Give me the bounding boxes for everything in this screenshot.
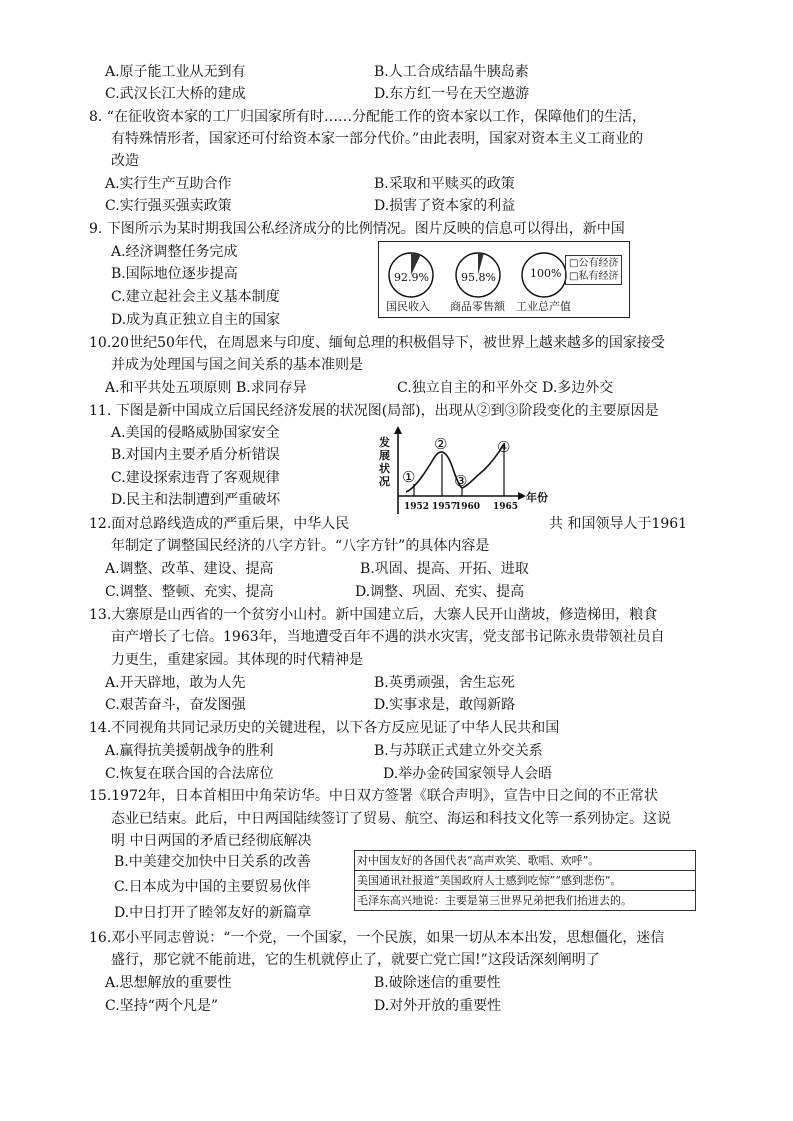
text-line: D.举办金砖国家领导人会晤 [383,766,553,782]
text-line: D.损害了资本家的利益 [374,198,516,214]
legend-private: □私有经济 [569,271,619,282]
economy-line-figure [366,426,556,521]
text-line: 8. “在征收资本家的工厂归国家所有时……分配能工作的资本家以工作，保障他们的生活， [89,109,646,125]
text-line: C.调整、整顿、充实、提高 [105,584,274,600]
x-axis-label: 年份 [526,491,548,504]
year-1960: 1960 [455,502,481,512]
y-axis-arrow [394,426,402,434]
stage-3: ③ [454,472,468,490]
pie-label-2: 商品零售额 [450,300,505,313]
pie-label-3: 工业总产值 [516,300,571,313]
table-row: 美国通讯社报道“美国政府人士感到吃惊”“感到悲伤”。 [355,871,695,891]
text-line: B.人工合成结晶牛胰岛素 [374,64,529,80]
text-line: 12.面对总路线造成的严重后果，中华人民 [89,516,350,532]
text-line: D.民主和法制遭到严重破坏 [111,492,281,508]
stage-4: ④ [497,438,511,456]
pie-label-1: 国民收入 [386,300,430,313]
pie-chart-figure [378,241,630,318]
text-line: D.实事求是，敢闯新路 [374,697,516,713]
text-line: 并成为处理国与国之间关系的基本准则是 [111,357,363,373]
text-line: A.思想解放的重要性 [105,975,232,991]
text-line: B.英勇顽强，舍生忘死 [374,675,515,691]
y-axis-label: 发展状况 [379,436,390,488]
text-line: A.实行生产互助合作 [105,176,232,192]
text-line: 明 中日两国的矛盾已经彻底解决 [111,833,312,849]
pie-value-1: 92.9% [394,271,429,284]
text-line: D.东方红一号在天空遨游 [374,86,530,102]
text-line: C.坚持“两个凡是” [105,998,218,1014]
text-line: C.恢复在联合国的合法席位 [105,766,274,782]
text-line: A.经济调整任务完成 [111,244,238,260]
text-line: A.原子能工业从无到有 [105,64,246,80]
pie-legend [565,255,622,285]
text-line: C.建设探索违背了客观规律 [111,470,280,486]
text-line: 年制定了调整国民经济的八字方针。“八字方针”的具体内容是 [111,538,490,554]
reaction-table [354,850,696,911]
text-line: 改造 [111,153,139,169]
year-1965: 1965 [493,502,519,512]
text-line: D.成为真正独立自主的国家 [111,312,281,328]
text-line: C.独立自主的和平外交 D.多边外交 [397,380,614,396]
text-line: 盛行，那它就不能前进，它的生机就停止了，就要亡党亡国!”这段话深刻阐明了 [111,952,600,968]
text-line: C.艰苦奋斗，奋发图强 [105,697,246,713]
text-line: C.建立起社会主义基本制度 [111,289,280,305]
text-line: 11. 下图是新中国成立后国民经济发展的状况图(局部)，出现从②到③阶段变化的主要原因是 [89,403,659,419]
text-line: 共 和国领导人于1961 [549,516,688,532]
text-line: 有特殊情形者，国家还可付给资本家一部分代价。”由此表明，国家对资本主义工商业的 [111,131,644,147]
stage-1: ① [402,468,416,486]
text-line: A.调整、改革、建设、提高 [105,561,274,577]
text-line: A.赢得抗美援朝战争的胜利 [105,743,274,759]
text-line: 16.邓小平同志曾说：“一个党，一个国家，一个民族，如果一切从本本出发，思想僵化，迷信 [89,930,665,946]
text-line: C.实行强买强卖政策 [105,198,232,214]
text-line: B.采取和平赎买的政策 [374,176,515,192]
legend-public: □公有经济 [569,258,619,269]
text-line: 15.1972年，日本首相田中角荣访华。中日双方签署《联合声明》，宣告中日之间的不正常状 [89,788,658,804]
text-line: 态业已结束。此后，中日两国陆续签订了贸易、航空、海运和科技文化等一系列协定。这说 [111,811,671,827]
text-line: D.调整、巩固、充实、提高 [355,584,525,600]
text-line: 力更生，重建家园。其体现的时代精神是 [111,652,363,668]
text-line: D.中日打开了睦邻友好的新篇章 [114,905,312,921]
pie-value-3: 100% [530,267,562,280]
text-line: B.中美建交加快中日关系的改善 [114,854,311,870]
table-row: 毛泽东高兴地说：主要是第三世界兄弟把我们抬进去的。 [357,894,632,907]
text-line: B.巩固、提高、开拓、进取 [360,561,529,577]
text-line: D.对外开放的重要性 [374,998,502,1014]
text-line: 亩产增长了七倍。1963年，当地遭受百年不遇的洪水灾害，党支部书记陈永贵带领社员自 [111,629,665,645]
text-line: A.开天辟地，敢为人先 [105,675,246,691]
year-1952: 1952 [404,502,430,512]
text-line: B.对国内主要矛盾分析错误 [111,447,280,463]
pie-value-2: 95.8% [461,271,496,284]
text-line: 9. 下图所示为某时期我国公私经济成分的比例情况。图片反映的信息可以得出，新中国 [89,221,625,237]
text-line: B.国际地位逐步提高 [111,266,238,282]
text-line: 14.不同视角共同记录历史的关键进程，以下各方反应见证了中华人民共和国 [89,720,560,736]
text-line: 13.大寨原是山西省的一个贫穷小山村。新中国建立后，大寨人民开山凿坡，修造梯田，粮食 [89,607,658,623]
text-line: B.破除迷信的重要性 [374,975,501,991]
text-line: B.与苏联正式建立外交关系 [374,743,543,759]
table-row: 对中国友好的各国代表“高声欢笑、歌唱、欢呼”。 [355,851,695,871]
text-line: C.日本成为中国的主要贸易伙伴 [114,879,311,895]
text-line: 10.20世纪50年代，在周恩来与印度、缅甸总理的积极倡导下，被世界上越来越多的国家接受 [89,335,665,351]
text-line: C.武汉长江大桥的建成 [105,86,246,102]
text-line: A.和平共处五项原则 B.求同存异 [105,380,307,396]
x-axis-arrow [518,492,526,500]
year-1957: 1957 [432,502,458,512]
text-line: A.美国的侵略威胁国家安全 [111,425,280,441]
stage-2: ② [434,435,448,453]
